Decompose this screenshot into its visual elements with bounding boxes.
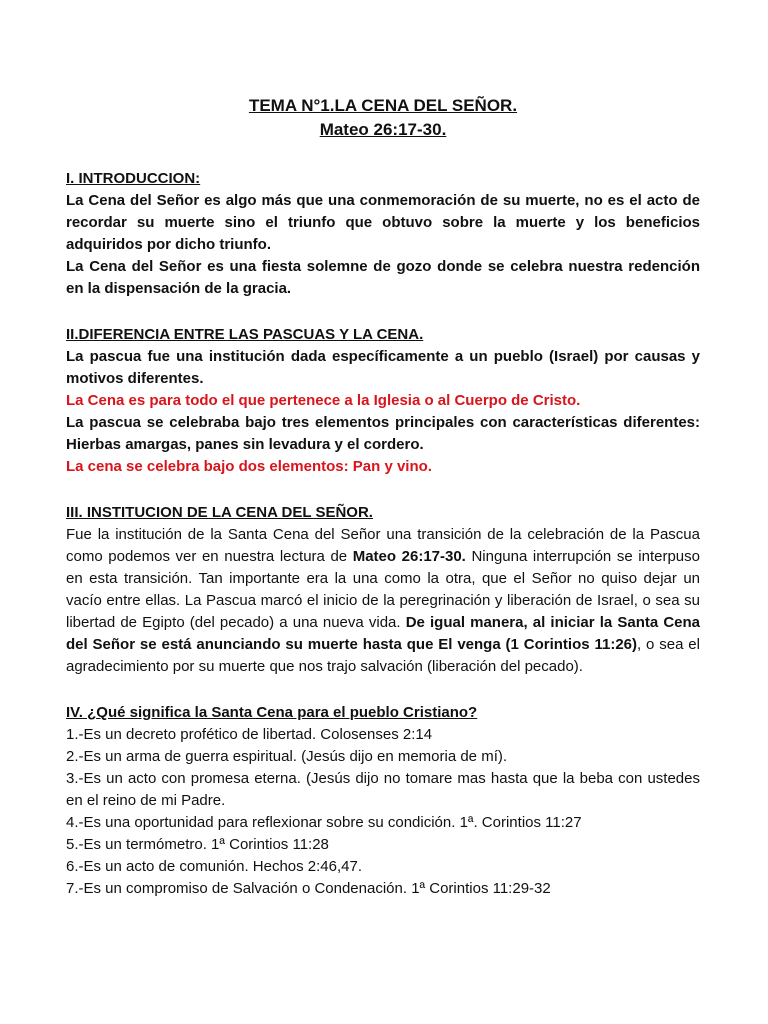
paragraph (66, 524, 700, 678)
section-diferencia (66, 324, 700, 478)
text-run: Ninguna interrupción se interpuso en esta transición. Tan importante era la una como la otra, que el Señor no quiso dejar un vacío entre ellas. La Pascua marcó el inicio de la peregrinación y liberación de Israel, o sea su libertad de Egipto (del pecado) a una nueva vida. (66, 548, 700, 631)
document-subtitle: Mateo 26:17-30. (319, 120, 447, 139)
paragraph: La Cena del Señor es una fiesta solemne de gozo donde se celebra nuestra redención en la dispensación de la gracia. (66, 258, 700, 297)
paragraph: La Cena del Señor es algo más que una conmemoración de su muerte, no es el acto de recordar su muerte sino el triunfo que obtuvo sobre la muerte y los beneficios adquiridos por dicho triunfo. (66, 192, 700, 253)
title-block (66, 94, 700, 142)
bold-reference: Mateo 26:17-30. (352, 548, 466, 565)
text-run: Fue la institución de la Santa Cena del Señor una transición de la celebración de la Pascua como podemos ver en nuestra lectura de (66, 526, 700, 565)
section-heading: IV. ¿Qué significa la Santa Cena para el pueblo Cristiano? (66, 704, 478, 721)
list-item: 5.-Es un termómetro. 1ª Corintios 11:28 (66, 836, 329, 853)
highlighted-paragraph: La cena se celebra bajo dos elementos: Pan y vino. (66, 458, 432, 475)
list-item: 7.-Es un compromiso de Salvación o Condenación. 1ª Corintios 11:29-32 (66, 880, 551, 897)
highlighted-paragraph: La Cena es para todo el que pertenece a la Iglesia o al Cuerpo de Cristo. (66, 392, 581, 409)
section-heading: I. INTRODUCCION: (66, 170, 201, 187)
document-title: TEMA N°1.LA CENA DEL SEÑOR. (248, 96, 518, 115)
numbered-list (66, 724, 700, 900)
bold-text-run: De igual manera, al iniciar la Santa Cena del Señor se está anunciando su muerte hasta que El venga (1 Corintios 11:26) (66, 614, 701, 653)
paragraph: La pascua fue una institución dada específicamente a un pueblo (Israel) por causas y motivos diferentes. (66, 348, 700, 387)
list-item: 1.-Es un decreto profético de libertad. Colosenses 2:14 (66, 726, 433, 743)
list-item: 6.-Es un acto de comunión. Hechos 2:46,47. (66, 858, 363, 875)
list-item: 4.-Es una oportunidad para reflexionar sobre su condición. 1ª. Corintios 11:27 (66, 814, 582, 831)
section-introduccion (66, 168, 700, 300)
list-item: 2.-Es un arma de guerra espiritual. (Jesús dijo en memoria de mí). (66, 748, 508, 765)
paragraph: La pascua se celebraba bajo tres elementos principales con características diferentes: Hierbas amargas, panes sin levadura y el cordero. (66, 414, 700, 453)
section-heading: III. INSTITUCION DE LA CENA DEL SEÑOR. (66, 504, 373, 521)
list-item: 3.-Es un acto con promesa eterna. (Jesús dijo no tomare mas hasta que la beba con ustedes en el reino de mi Padre. (66, 770, 700, 809)
section-significado (66, 702, 700, 900)
text-run: , o sea el agradecimiento por su muerte que nos trajo salvación (liberación del pecado). (66, 636, 700, 675)
section-institucion (66, 502, 700, 678)
section-heading: II.DIFERENCIA ENTRE LAS PASCUAS Y LA CENA. (66, 326, 424, 343)
